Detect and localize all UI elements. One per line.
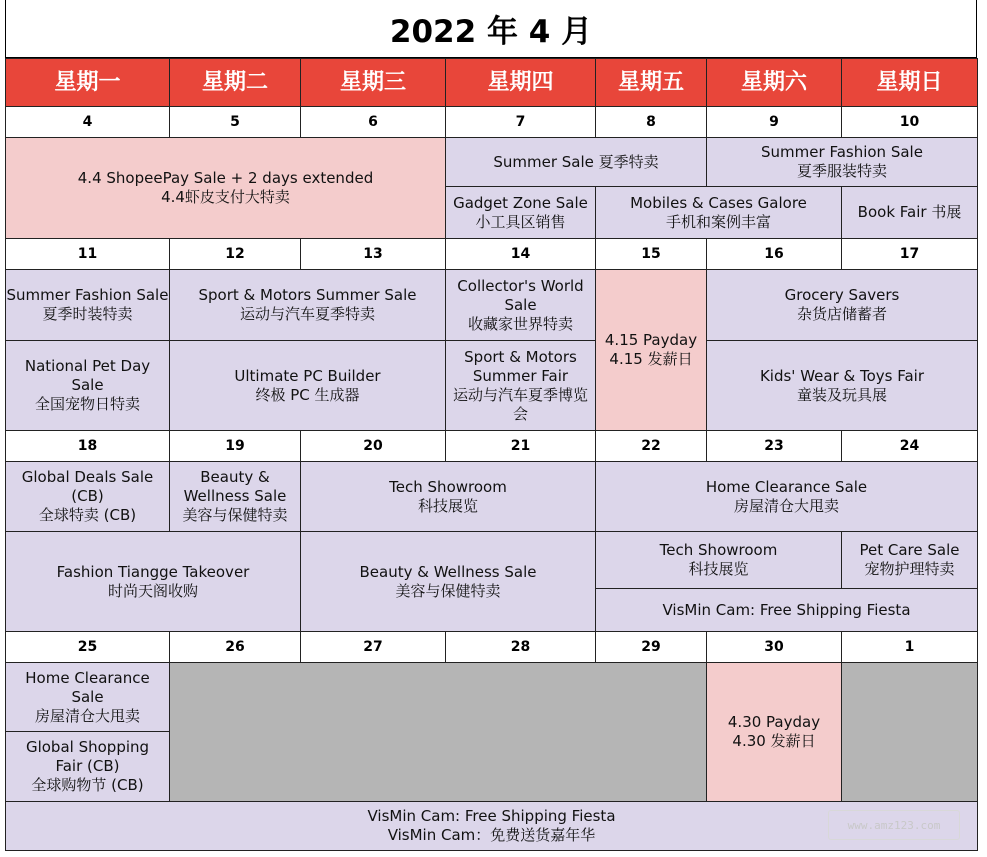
event-title-en: Grocery Savers [784, 286, 900, 304]
event-pet-care-sale [841, 531, 978, 589]
event-vismin-free-shipping [595, 588, 978, 632]
event-title-cn: 收藏家世界特卖 [467, 314, 573, 333]
date-cell: 10 [841, 106, 978, 138]
event-title-en: National Pet Day Sale [24, 357, 151, 394]
event-title-en: Sport & Motors Summer Fair [464, 347, 577, 385]
event-title-en: Sport & Motors Summer Sale [198, 286, 417, 304]
date-cell: 13 [300, 238, 446, 270]
event-title-en: Collector's World Sale [457, 276, 584, 314]
weekday-header-wed [300, 58, 446, 107]
date-cell: 16 [706, 238, 842, 270]
date-cell: 26 [169, 631, 301, 663]
event-title-en: Book Fair 书展 [857, 203, 962, 221]
weekday-header-fri [595, 58, 707, 107]
event-global-shopping-fair [5, 731, 170, 802]
event-title-en: VisMin Cam: Free Shipping Fiesta [662, 600, 911, 619]
event-title-en: Mobiles & Cases Galore [630, 193, 807, 212]
event-title-cn: 终极 PC 生成器 [255, 385, 360, 404]
event-title-en: Beauty & Wellness Sale [359, 562, 537, 581]
weekday-header-sun [841, 58, 978, 107]
weekday-header-tue [169, 58, 301, 107]
event-beauty-wellness-sale [169, 461, 301, 532]
event-title-en: Tech Showroom [659, 541, 778, 559]
event-mobiles-cases [595, 186, 842, 239]
date-cell: 1 [841, 631, 978, 663]
event-title-cn: 小工具区销售 [475, 212, 566, 231]
event-title-cn: 运动与汽车夏季博览会 [452, 385, 588, 423]
event-title-en: Gadget Zone Sale [453, 193, 588, 212]
date-cell: 18 [5, 430, 170, 462]
event-sport-motors-fair [445, 340, 596, 431]
event-home-clearance-sale [5, 662, 170, 732]
event-title-en: Kids' Wear & Toys Fair [759, 366, 925, 385]
event-title-cn: VisMin Cam：免费送货嘉年华 [387, 826, 596, 844]
event-grocery-savers [706, 269, 978, 341]
date-cell: 17 [841, 238, 978, 270]
date-cell: 30 [706, 631, 842, 663]
event-title-en: 4.15 Payday [604, 331, 698, 349]
event-title-cn: 夏季时装特卖 [42, 305, 133, 323]
event-title-en: Home Clearance Sale [25, 668, 150, 706]
event-payday-430 [706, 662, 842, 802]
date-cell: 27 [300, 631, 446, 663]
date-cell: 4 [5, 106, 170, 138]
empty-block [841, 662, 978, 802]
date-cell: 22 [595, 430, 707, 462]
event-title-en: VisMin Cam: Free Shipping Fiesta [367, 807, 616, 825]
weekday-header-thu [445, 58, 596, 107]
event-title-cn: 4.4虾皮支付大特卖 [161, 188, 290, 206]
event-fashion-tiangge-takeover [5, 531, 301, 632]
event-title-en: Home Clearance Sale [705, 477, 868, 496]
event-title-cn: 房屋清仓大甩卖 [733, 496, 839, 515]
event-title-en: Summer Fashion Sale [761, 143, 923, 161]
event-title-en: Pet Care Sale [859, 541, 960, 559]
event-title-en: 4.30 Payday [727, 713, 821, 731]
weekday-label: 星期六 [740, 70, 807, 95]
weekday-header-sat [706, 58, 842, 107]
event-title-cn: 全球特卖 (CB) [38, 506, 137, 524]
date-cell: 20 [300, 430, 446, 462]
date-cell: 6 [300, 106, 446, 138]
event-title-cn: 美容与保健特卖 [395, 581, 501, 600]
event-title-cn: 时尚天阁收购 [107, 581, 198, 600]
event-summer-sale [445, 137, 707, 187]
event-title-cn: 4.15 发薪日 [609, 350, 693, 368]
calendar-title: 2022 年 4 月 [5, 0, 977, 58]
event-title-en: Global Deals Sale (CB) [21, 468, 154, 505]
date-cell: 21 [445, 430, 596, 462]
event-ultimate-pc-builder [169, 340, 446, 431]
event-title-en: Summer Fashion Sale [6, 286, 169, 304]
event-title-cn: 童装及玩具展 [796, 385, 887, 404]
event-title-cn: 美容与保健特卖 [182, 506, 288, 524]
event-title-cn: 宠物护理特卖 [864, 560, 955, 578]
date-cell: 12 [169, 238, 301, 270]
event-title-cn: 全国宠物日特卖 [34, 395, 140, 413]
date-cell: 15 [595, 238, 707, 270]
event-gadget-zone-sale [445, 186, 596, 239]
event-title-en: Ultimate PC Builder [234, 366, 381, 385]
event-title-cn: 杂货店储蓄者 [796, 305, 887, 323]
event-national-pet-day-sale [5, 340, 170, 431]
event-sport-motors-sale [169, 269, 446, 341]
event-collectors-world-sale [445, 269, 596, 341]
event-summer-fashion-sale [5, 269, 170, 341]
weekday-label: 星期三 [339, 70, 406, 95]
event-global-deals-sale [5, 461, 170, 532]
event-beauty-wellness-sale [300, 531, 596, 632]
event-title-en: Fashion Tiangge Takeover [56, 562, 250, 581]
event-title-cn: 科技展览 [417, 496, 478, 515]
date-cell: 8 [595, 106, 707, 138]
date-cell: 19 [169, 430, 301, 462]
event-title-cn: 房屋清仓大甩卖 [34, 706, 140, 725]
date-cell: 23 [706, 430, 842, 462]
weekday-label: 星期二 [201, 70, 268, 95]
date-cell: 5 [169, 106, 301, 138]
event-title-cn: 4.30 发薪日 [732, 732, 816, 750]
date-cell: 29 [595, 631, 707, 663]
weekday-header-mon [5, 58, 170, 107]
event-title-en: Summer Sale 夏季特卖 [493, 152, 659, 171]
event-payday-415 [595, 269, 707, 431]
event-tech-showroom [595, 531, 842, 589]
event-tech-showroom [300, 461, 596, 532]
weekday-label: 星期四 [487, 70, 554, 95]
date-cell: 25 [5, 631, 170, 663]
event-title-cn: 手机和案例丰富 [665, 212, 771, 231]
date-cell: 14 [445, 238, 596, 270]
event-title-cn: 运动与汽车夏季特卖 [239, 305, 375, 323]
event-title-en: Tech Showroom [389, 477, 507, 496]
event-title-en: 4.4 ShopeePay Sale + 2 days extended [77, 169, 374, 187]
event-title-cn: 全球购物节 (CB) [31, 776, 144, 794]
event-home-clearance-sale [595, 461, 978, 532]
weekday-label: 星期五 [617, 70, 684, 95]
event-title-en: Global Shopping Fair (CB) [25, 738, 150, 775]
date-cell: 24 [841, 430, 978, 462]
empty-block [169, 662, 707, 802]
event-summer-fashion-sale [706, 137, 978, 187]
watermark: www.amz123.com [828, 810, 960, 840]
weekday-label: 星期日 [876, 70, 943, 95]
event-shopeepay-sale [5, 137, 446, 239]
event-kids-wear-toys-fair [706, 340, 978, 431]
date-cell: 7 [445, 106, 596, 138]
event-title-en: Beauty & Wellness Sale [183, 468, 287, 505]
date-cell: 9 [706, 106, 842, 138]
date-cell: 11 [5, 238, 170, 270]
event-title-cn: 夏季服装特卖 [796, 162, 887, 180]
date-cell: 28 [445, 631, 596, 663]
weekday-label: 星期一 [54, 70, 121, 95]
event-title-cn: 科技展览 [688, 560, 749, 578]
event-book-fair [841, 186, 978, 239]
